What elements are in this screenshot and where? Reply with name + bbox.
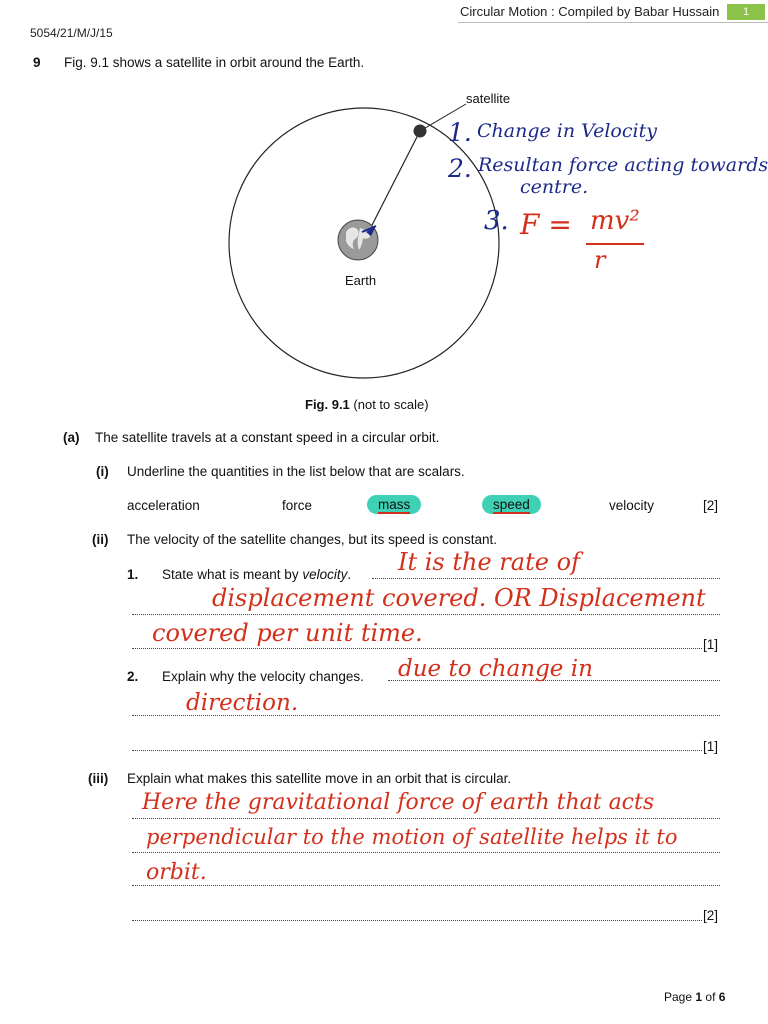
scalar-item-mass: mass [367, 495, 421, 514]
subq-2-number: 2. [127, 669, 139, 684]
orbit-figure [0, 0, 768, 400]
document-title: Circular Motion : Compiled by Babar Hussain [460, 4, 720, 19]
part-a-text: The satellite travels at a constant speed in a circular orbit. [95, 430, 440, 445]
answer-line [132, 818, 720, 819]
annotation-1-text: Change in Velocity [477, 120, 657, 142]
part-ii-text: The velocity of the satellite changes, but its speed is constant. [127, 532, 497, 547]
answer-line [132, 885, 720, 886]
subq-2-text: Explain why the velocity changes. [162, 669, 364, 684]
subq-1-text [162, 567, 351, 582]
scalar-item-acceleration: acceleration [127, 498, 200, 513]
answer-3-line2: perpendicular to the motion of satellite helps it to [146, 825, 678, 849]
question-intro: Fig. 9.1 shows a satellite in orbit around the Earth. [64, 55, 365, 70]
earth-icon [338, 220, 378, 260]
subq-1-text-suffix: . [347, 567, 352, 582]
annotation-3-lhs: F = [520, 208, 572, 241]
answer-line [132, 920, 702, 921]
part-i-label: (i) [96, 464, 109, 479]
part-iii-marks: [2] [703, 908, 719, 923]
earth-label: Earth [345, 273, 377, 288]
subq-1-text-prefix: State what is meant by [162, 567, 303, 582]
page-badge: 1 [727, 4, 765, 20]
answer-1-line3: covered per unit time. [152, 619, 423, 647]
scalar-item-velocity: velocity [609, 498, 655, 513]
page-footer-label: Page [664, 990, 693, 1004]
question-number: 9 [33, 55, 41, 70]
part-a-label: (a) [63, 430, 80, 445]
part-i-text: Underline the quantities in the list below that are scalars. [127, 464, 465, 479]
satellite-dot [414, 125, 427, 138]
figure-caption-rest: (not to scale) [349, 397, 429, 412]
answer-3-line1: Here the gravitational force of earth that acts [142, 790, 655, 815]
page-footer-of: of [705, 990, 716, 1004]
figure-caption-bold: Fig. 9.1 [305, 397, 350, 412]
annotation-2-text-line2: centre. [520, 176, 589, 198]
annotation-1-number: 1. [448, 118, 472, 147]
part-iii-label: (iii) [88, 771, 109, 786]
part-i-marks: [2] [703, 498, 719, 513]
answer-line [132, 648, 702, 649]
subq-1-marks: [1] [703, 637, 719, 652]
exam-code: 5054/21/M/J/15 [30, 26, 113, 40]
page-footer-current: 1 [695, 990, 703, 1004]
annotation-2-text-line1: Resultan force acting towards [478, 154, 768, 176]
part-ii-label: (ii) [92, 532, 109, 547]
figure-caption [305, 397, 429, 412]
annotation-3-number: 3. [484, 206, 509, 236]
answer-line [132, 614, 720, 615]
scalar-item-force: force [282, 498, 313, 513]
satellite-label: satellite [466, 91, 511, 106]
subq-1-text-italic: velocity [302, 567, 348, 582]
answer-3-line3: orbit. [146, 860, 207, 885]
answer-line [132, 852, 720, 853]
answer-line [132, 750, 702, 751]
answer-line [372, 578, 720, 579]
subq-2-marks: [1] [703, 739, 719, 754]
answer-2-line1: due to change in [398, 656, 593, 682]
page-footer-total: 6 [718, 990, 726, 1004]
annotation-2-number: 2. [448, 154, 472, 183]
answer-1-line2: displacement covered. OR Displacement [212, 584, 706, 612]
answer-1-line1: It is the rate of [398, 548, 580, 576]
annotation-3-denominator: r [594, 246, 606, 274]
radius-line [369, 131, 420, 231]
subq-1-number: 1. [127, 567, 139, 582]
annotation-3-numerator: mv² [590, 206, 640, 236]
part-iii-text: Explain what makes this satellite move in an orbit that is circular. [127, 771, 512, 786]
page-footer [664, 990, 725, 1004]
fraction-bar [586, 243, 644, 245]
answer-2-line2: direction. [186, 690, 299, 716]
scalar-item-speed: speed [482, 495, 541, 514]
